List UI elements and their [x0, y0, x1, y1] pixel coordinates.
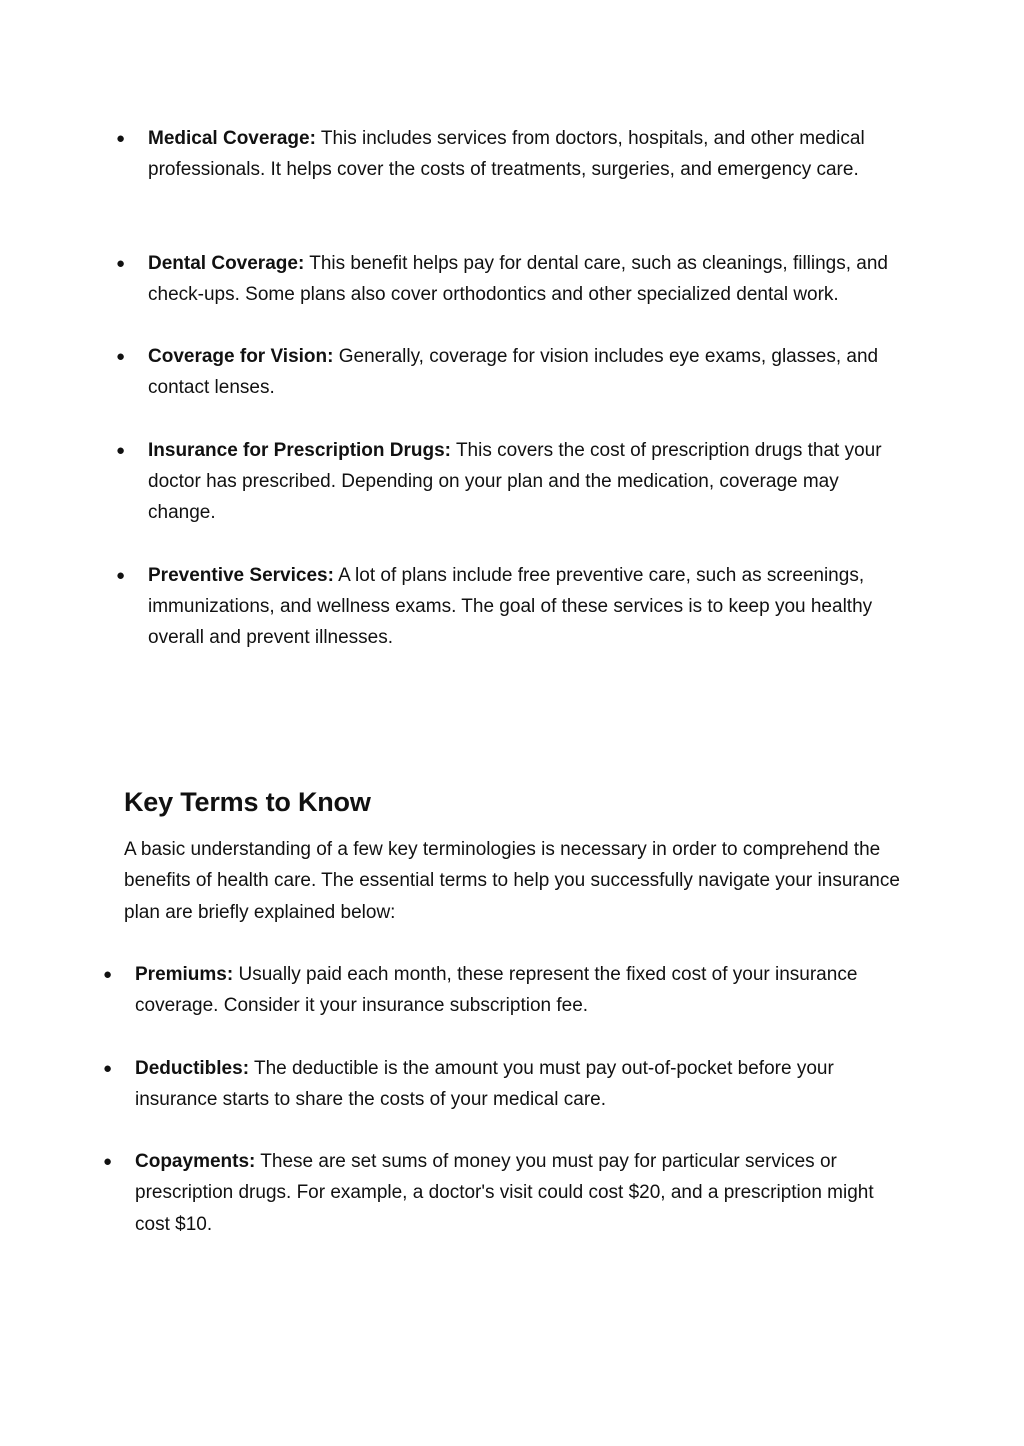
- section-intro: A basic understanding of a few key terminologies is necessary in order to comprehend the benefits of health care. The essential terms to help you successfully navigate your insurance plan are briefly explained below:: [124, 839, 900, 923]
- item-term: Preventive Services:: [148, 564, 334, 586]
- bullet-icon: ●: [116, 130, 126, 147]
- item-term: Premiums:: [135, 964, 234, 985]
- list-item-vision-coverage: [116, 341, 908, 404]
- item-text: These are set sums of money you must pay for particular services or prescription drugs. For example, a doctor's visit could cost $20, and a prescription might cost $10.: [135, 1151, 874, 1235]
- item-term: Medical Coverage:: [148, 128, 316, 149]
- terms-list: [103, 959, 908, 1240]
- bullet-icon: ●: [103, 966, 113, 983]
- item-text: The deductible is the amount you must pay out-of-pocket before your insurance starts to share the costs of your medical care.: [135, 1057, 834, 1110]
- item-term: Deductibles:: [135, 1057, 250, 1079]
- list-item-premiums: [103, 959, 908, 1022]
- item-text: This includes services from doctors, hospitals, and other medical professionals. It helps cover the costs of treatments, surgeries, and emergency care.: [148, 128, 865, 181]
- coverage-list: [116, 123, 908, 654]
- bullet-icon: ●: [103, 1059, 113, 1077]
- item-text: Generally, coverage for vision includes eye exams, glasses, and contact lenses.: [148, 346, 879, 399]
- item-text: This covers the cost of prescription drugs that your doctor has prescribed. Depending on your plan and the medication, coverage may change.: [148, 439, 882, 524]
- item-term: Coverage for Vision:: [148, 346, 334, 368]
- item-text: A lot of plans include free preventive care, such as screenings, immunizations, and wellness exams. The goal of these services is to keep you healthy overall and prevent illnesses.: [148, 564, 873, 649]
- bullet-icon: ●: [116, 441, 126, 459]
- item-text: This benefit helps pay for dental care, such as cleanings, fillings, and check-ups. Some plans also cover orthodontics and other specialized dental work.: [148, 252, 888, 305]
- item-term: Dental Coverage:: [148, 252, 305, 274]
- bullet-icon: ●: [103, 1153, 113, 1171]
- list-item-prescription-drugs: [116, 435, 908, 529]
- bullet-icon: ●: [116, 254, 126, 272]
- bullet-icon: ●: [116, 348, 126, 366]
- bullet-icon: ●: [116, 566, 126, 584]
- list-item-copayments: [103, 1146, 908, 1240]
- list-item-preventive-services: [116, 560, 908, 654]
- list-item-dental-coverage: [116, 248, 908, 311]
- section-heading: Key Terms to Know: [124, 787, 371, 817]
- item-term: Copayments:: [135, 1151, 256, 1173]
- list-item-medical-coverage: [116, 123, 908, 186]
- list-item-deductibles: [103, 1053, 908, 1116]
- item-text: Usually paid each month, these represent the fixed cost of your insurance coverage. Consider it your insurance subscription fee.: [135, 964, 858, 1017]
- item-term: Insurance for Prescription Drugs:: [148, 439, 452, 461]
